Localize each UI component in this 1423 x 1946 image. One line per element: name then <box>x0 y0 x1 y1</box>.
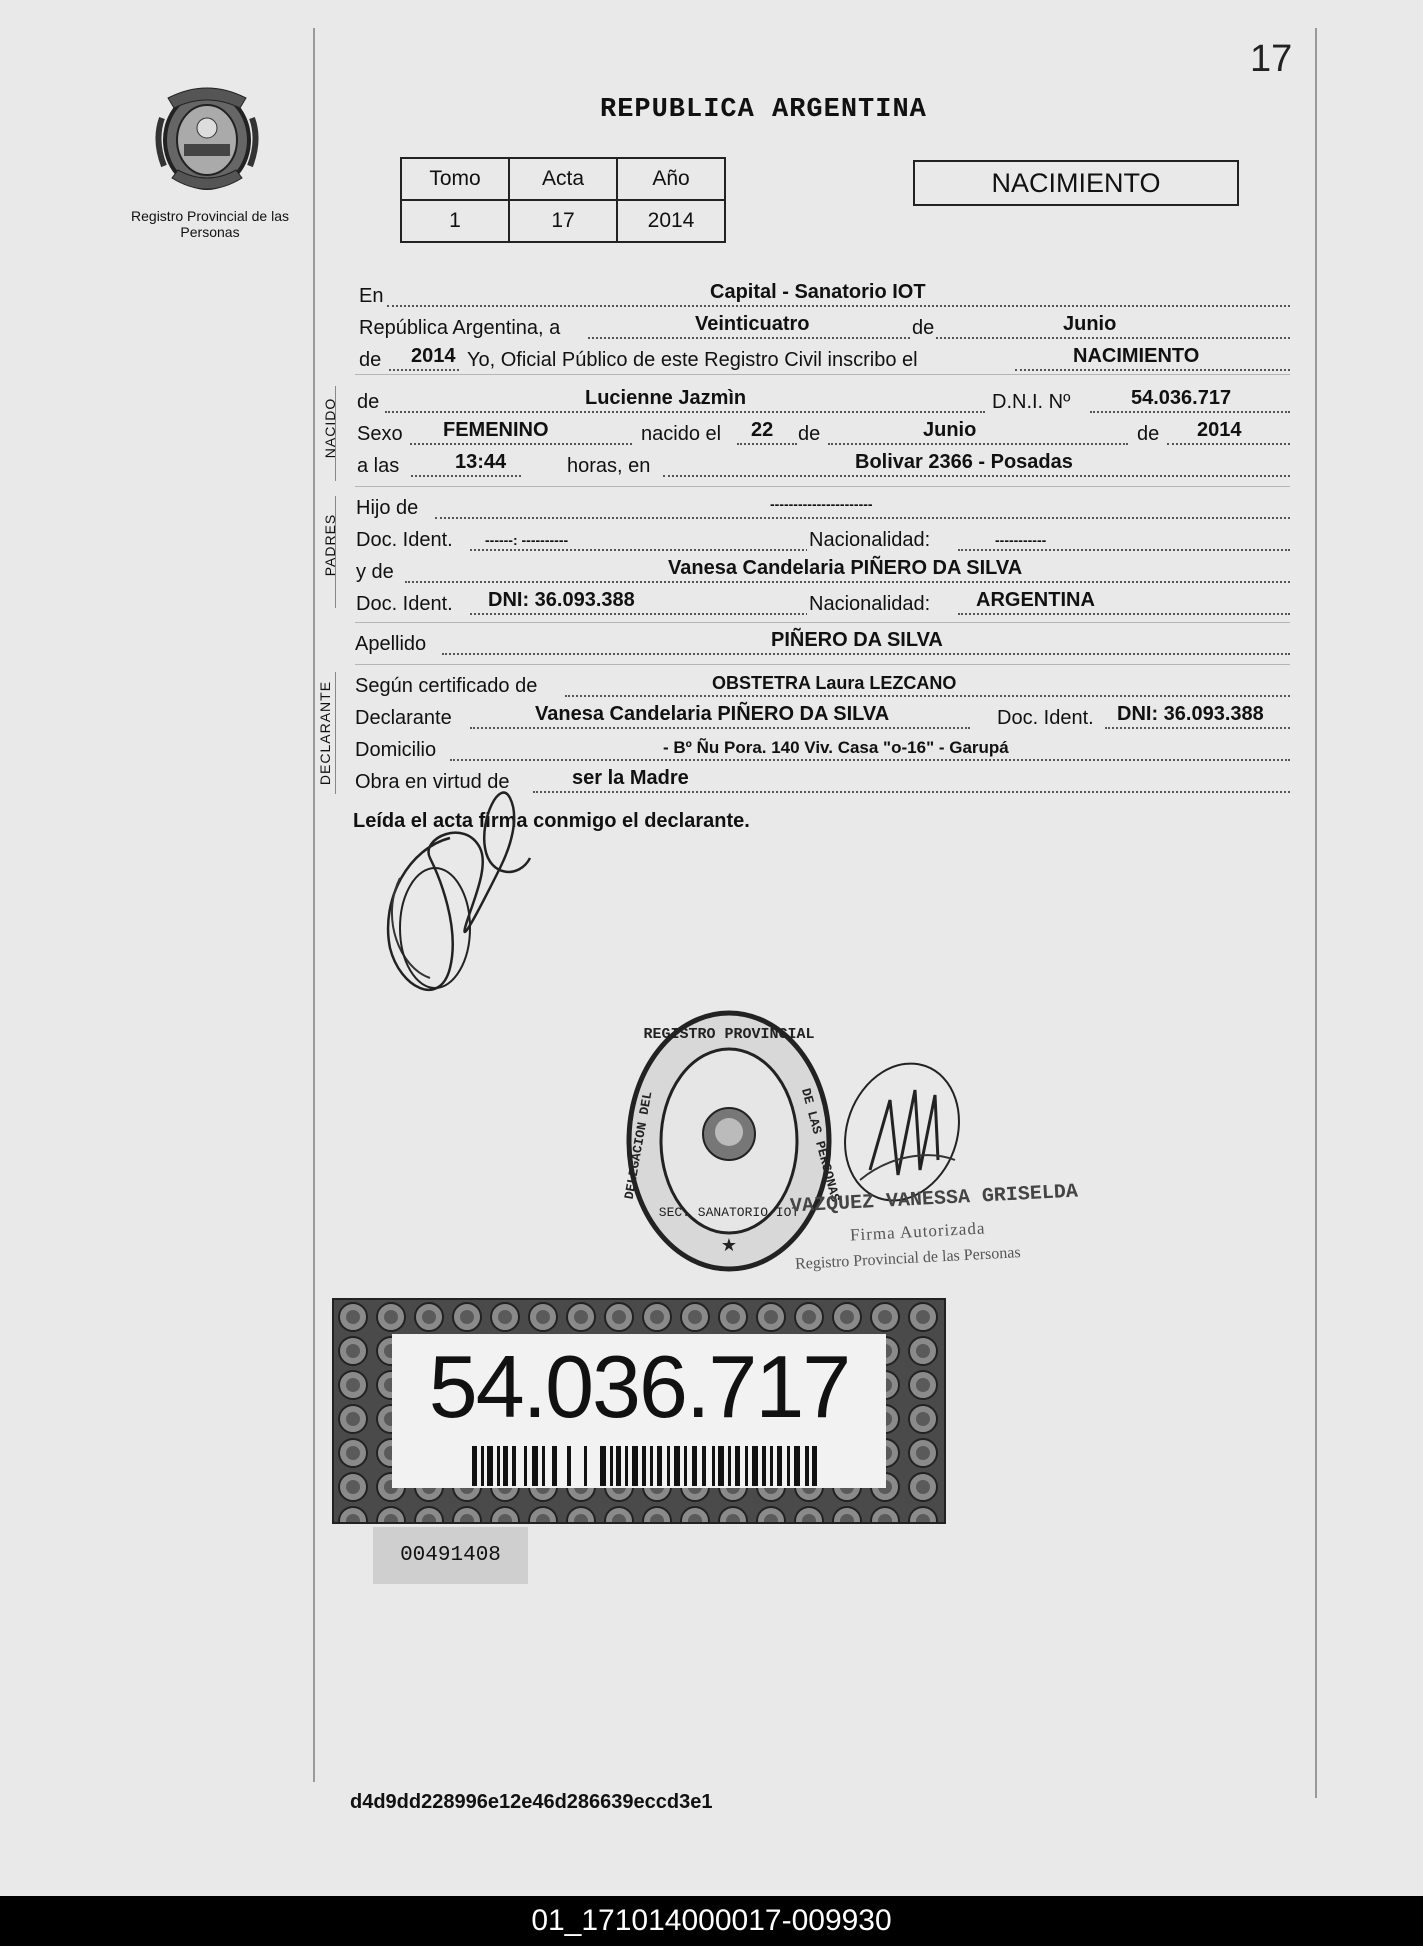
value-hour: 13:44 <box>455 451 507 473</box>
label-decl-doc: Doc. Ident. <box>997 707 1094 729</box>
value-month-nacido: Junio <box>923 419 977 441</box>
line-year <box>355 346 1290 374</box>
value-certificado: OBSTETRA Laura LEZCANO <box>712 673 957 693</box>
value-day: 22 <box>751 419 774 441</box>
value-obra: ser la Madre <box>572 767 689 789</box>
value-nac1: ----------- <box>995 532 1047 548</box>
value-anio: 2014 <box>617 200 725 242</box>
tomo-acta-anio-table <box>400 157 726 243</box>
label-nac1: Nacionalidad: <box>809 529 931 551</box>
firma-autorizada-label: Firma Autorizada <box>849 1218 986 1245</box>
barcode-number: 54.036.717 <box>428 1337 850 1436</box>
label-de-month-nacido: de <box>798 423 821 445</box>
value-acta: 17 <box>509 200 617 242</box>
svg-text:★: ★ <box>720 1235 738 1255</box>
right-margin-line <box>1315 28 1317 1798</box>
label-nacido-el: nacido el <box>641 423 722 445</box>
value-doc2: DNI: 36.093.388 <box>488 589 635 611</box>
section-label-declarante: DECLARANTE <box>317 680 333 786</box>
value-tomo: 1 <box>401 200 509 242</box>
label-alas: a las <box>357 455 400 477</box>
line-hijo <box>355 494 1290 522</box>
serial-number-stamp: 00491408 <box>373 1527 528 1584</box>
line-republica <box>355 314 1290 342</box>
value-nac2: ARGENTINA <box>976 589 1095 611</box>
inscribo-text: Yo, Oficial Público de este Registro Civil inscribo el <box>467 349 918 371</box>
label-en: En <box>359 285 384 307</box>
left-margin-line <box>313 28 315 1782</box>
line-nacido-name <box>355 388 1290 416</box>
line-sexo <box>355 420 1290 448</box>
value-declarante: Vanesa Candelaria PIÑERO DA SILVA <box>535 703 890 725</box>
label-doc1: Doc. Ident. <box>356 529 453 551</box>
label-nac2: Nacionalidad: <box>809 593 931 615</box>
section-label-padres: PADRES <box>322 513 338 577</box>
label-hijo: Hijo de <box>356 497 419 519</box>
label-de-name: de <box>357 391 380 413</box>
value-inscribo: NACIMIENTO <box>1073 345 1200 367</box>
value-year-nacido: 2014 <box>1197 419 1242 441</box>
value-doc1: ------: ---------- <box>485 532 569 548</box>
label-sexo: Sexo <box>357 423 403 445</box>
line-certificado <box>355 672 1290 700</box>
label-yde: y de <box>356 561 394 583</box>
page-number: 17 <box>1250 38 1293 80</box>
value-en: Capital - Sanatorio IOT <box>710 281 926 303</box>
header-acta: Acta <box>509 158 617 200</box>
separator <box>355 664 1290 665</box>
document-title: REPUBLICA ARGENTINA <box>600 95 927 125</box>
label-doc2: Doc. Ident. <box>356 593 453 615</box>
barcode-bars <box>472 1446 817 1486</box>
line-doc2 <box>355 590 1290 618</box>
line-domicilio <box>355 736 1290 764</box>
svg-text:SEC. SANATORIO IOT: SEC. SANATORIO IOT <box>658 1205 800 1220</box>
label-de-month: de <box>912 317 935 339</box>
svg-text:DELEGACION DEL: DELEGACION DEL <box>621 1090 656 1201</box>
label-declarante: Declarante <box>355 707 452 729</box>
line-madre <box>355 558 1290 586</box>
registro-provincial-label: Registro Provincial de las Personas <box>131 208 289 240</box>
separator <box>355 374 1290 375</box>
declarant-signature <box>370 778 550 1008</box>
header-anio: Año <box>617 158 725 200</box>
misiones-crest-logo <box>148 78 266 203</box>
label-horas-en: horas, en <box>567 455 651 477</box>
official-seal-stamp <box>621 1006 843 1276</box>
value-domicilio: - Bº Ñu Pora. 140 Viv. Casa "o-16" - Garupá <box>663 738 1009 757</box>
label-domicilio: Domicilio <box>355 739 437 761</box>
line-en <box>355 282 1290 310</box>
leida-statement: Leída el acta firma conmigo el declarante. <box>353 810 750 832</box>
barcode-label-area <box>392 1334 886 1488</box>
label-de-year-nacido: de <box>1137 423 1160 445</box>
section-label-nacido: NACIDO <box>322 397 338 459</box>
scan-footer-id: 01_171014000017-009930 <box>0 1896 1423 1946</box>
label-de-year: de <box>359 349 382 371</box>
authorized-signature <box>840 1060 970 1205</box>
line-apellido <box>355 630 1290 658</box>
registro-stamp-label: Registro Provincial de las Personas <box>794 1244 1022 1273</box>
dni-barcode-sticker <box>332 1298 946 1524</box>
separator <box>355 486 1290 487</box>
value-madre: Vanesa Candelaria PIÑERO DA SILVA <box>668 557 1023 579</box>
label-obra: Obra en virtud de <box>355 771 510 793</box>
separator <box>355 622 1290 623</box>
header-tomo: Tomo <box>401 158 509 200</box>
label-certificado: Según certificado de <box>355 675 538 697</box>
value-decl-doc: DNI: 36.093.388 <box>1117 703 1264 725</box>
authorized-official-name: VAZQUEZ VANESSA GRISELDA <box>789 1180 1079 1219</box>
label-dni: D.N.I. Nº <box>992 391 1071 413</box>
value-sexo: FEMENINO <box>443 419 549 441</box>
line-hora <box>355 452 1290 480</box>
value-apellido: PIÑERO DA SILVA <box>771 629 943 651</box>
value-year: 2014 <box>411 345 456 367</box>
value-dni: 54.036.717 <box>1131 387 1232 409</box>
line-declarante <box>355 704 1290 732</box>
value-month: Junio <box>1063 313 1117 335</box>
svg-text:REGISTRO PROVINCIAL: REGISTRO PROVINCIAL <box>643 1026 815 1043</box>
value-name: Lucienne Jazmìn <box>585 387 747 409</box>
svg-text:DE LAS PERSONAS: DE LAS PERSONAS <box>797 1086 843 1204</box>
label-republica: República Argentina, a <box>359 317 561 339</box>
label-apellido: Apellido <box>355 633 427 655</box>
document-hash: d4d9dd228996e12e46d286639eccd3e1 <box>350 1791 713 1813</box>
value-day-words: Veinticuatro <box>695 313 810 335</box>
value-hijo: ---------------------- <box>770 496 873 512</box>
line-doc1 <box>355 526 1290 554</box>
act-type-box: NACIMIENTO <box>913 160 1239 206</box>
value-place: Bolivar 2366 - Posadas <box>855 451 1073 473</box>
